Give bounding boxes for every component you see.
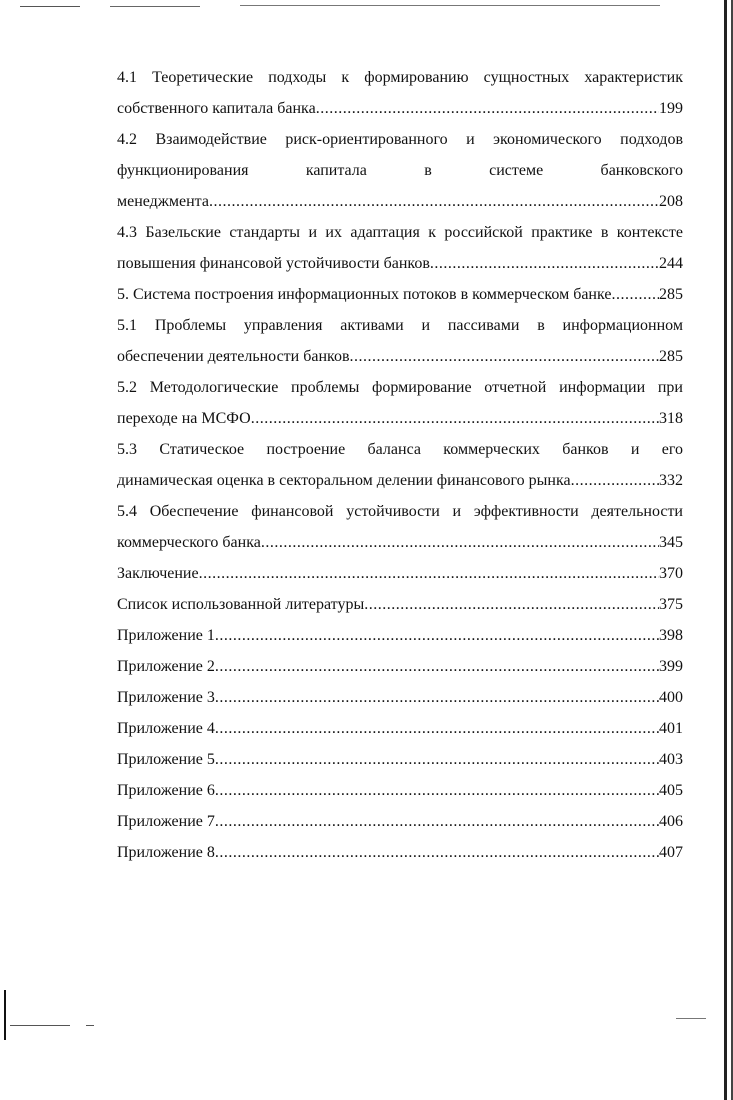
toc-leader-dots [364, 589, 659, 620]
toc-leader-dots [215, 713, 659, 744]
toc-page-number: 244 [659, 255, 683, 272]
toc-entry-wrapped-line: 4.1 Теоретические подходы к формированию сущностных характеристик [117, 69, 683, 86]
toc-entry-wrapped-line: 5.4 Обеспечение финансовой устойчивости и эффективности деятельности [117, 503, 683, 520]
toc-page-number: 199 [659, 100, 683, 117]
toc-page-number: 401 [659, 720, 683, 737]
toc-entry-title: Приложение 6 [117, 782, 215, 799]
scan-artifact-top-mid [110, 6, 200, 7]
toc-line [117, 837, 683, 868]
table-of-contents [117, 62, 683, 868]
toc-entry-title: Список использованной литературы [117, 596, 365, 613]
toc-line [117, 713, 683, 744]
toc-line [117, 93, 683, 124]
scan-artifact-bottom-left [10, 1025, 70, 1026]
toc-line [117, 589, 683, 620]
toc-page-number: 208 [659, 193, 683, 210]
toc-entry-title: Приложение 4 [117, 720, 215, 737]
toc-line [117, 279, 683, 310]
toc-leader-dots [215, 775, 659, 806]
toc-entry-title: переходе на МСФО [117, 410, 251, 427]
toc-line [117, 682, 683, 713]
scan-artifact-bottom-left-dash [86, 1025, 94, 1026]
toc-page-number: 403 [659, 751, 683, 768]
toc-leader-dots [350, 341, 659, 372]
toc-entry-wrapped-line: функционирования капитала в системе банковского [117, 162, 683, 179]
toc-entry-title: Приложение 8 [117, 844, 215, 861]
toc-line [117, 558, 683, 589]
toc-entry-title: Приложение 1 [117, 627, 215, 644]
toc-line [117, 465, 683, 496]
toc-leader-dots [215, 682, 659, 713]
toc-leader-dots [611, 279, 659, 310]
toc-entry-title: коммерческого банка [117, 534, 261, 551]
toc-entry-wrapped-line: 5.1 Проблемы управления активами и пассивами в информационном [117, 317, 683, 334]
toc-leader-dots [251, 403, 659, 434]
toc-entry-title: Приложение 7 [117, 813, 215, 830]
toc-page-number: 400 [659, 689, 683, 706]
toc-entry-wrapped-line: 5.2 Методологические проблемы формирование отчетной информации при [117, 379, 683, 396]
toc-leader-dots [215, 806, 659, 837]
toc-leader-dots [261, 527, 659, 558]
toc-page-number: 398 [659, 627, 683, 644]
toc-line [117, 341, 683, 372]
toc-page-number: 375 [659, 596, 683, 613]
toc-entry-wrapped-line: 4.3 Базельские стандарты и их адаптация к российской практике в контексте [117, 224, 683, 241]
scan-artifact-bottom-right [676, 1018, 706, 1019]
toc-line [117, 651, 683, 682]
toc-entry-title: обеспечении деятельности банков [117, 348, 350, 365]
toc-leader-dots [215, 837, 659, 868]
toc-entry-title: динамическая оценка в секторальном делении финансового рынка [117, 472, 571, 489]
toc-leader-dots [316, 93, 659, 124]
scan-artifact-right-edge [724, 0, 727, 1100]
toc-page-number: 332 [659, 472, 683, 489]
toc-page-number: 285 [659, 286, 683, 303]
toc-page-number: 345 [659, 534, 683, 551]
scan-artifact-top-right [240, 5, 660, 6]
toc-line [117, 248, 683, 279]
toc-leader-dots [571, 465, 659, 496]
toc-entry-title: собственного капитала банка [117, 100, 316, 117]
toc-entry-title: Приложение 3 [117, 689, 215, 706]
toc-page-number: 407 [659, 844, 683, 861]
toc-leader-dots [215, 744, 659, 775]
toc-leader-dots [215, 620, 659, 651]
toc-line [117, 527, 683, 558]
toc-entry-title: Приложение 5 [117, 751, 215, 768]
toc-entry-title: повышения финансовой устойчивости банков [117, 255, 430, 272]
toc-page-number: 370 [659, 565, 683, 582]
toc-entry-title: 5. Система построения информационных потоков в коммерческом банке [117, 286, 612, 303]
toc-leader-dots [430, 248, 659, 279]
toc-leader-dots [199, 558, 659, 589]
scan-artifact-left-edge [4, 990, 6, 1040]
toc-page-number: 318 [659, 410, 683, 427]
toc-page-number: 406 [659, 813, 683, 830]
toc-entry-title: Приложение 2 [117, 658, 215, 675]
toc-line [117, 403, 683, 434]
toc-page-number: 285 [659, 348, 683, 365]
toc-page-number: 399 [659, 658, 683, 675]
toc-line [117, 806, 683, 837]
toc-line [117, 775, 683, 806]
toc-page-number: 405 [659, 782, 683, 799]
toc-entry-title: менеджмента [117, 193, 209, 210]
scan-artifact-top-left [20, 6, 80, 7]
toc-line [117, 620, 683, 651]
toc-line [117, 186, 683, 217]
toc-entry-title: Заключение [117, 565, 199, 582]
toc-entry-wrapped-line: 5.3 Статическое построение баланса коммерческих банков и его [117, 441, 683, 458]
toc-leader-dots [215, 651, 659, 682]
toc-leader-dots [209, 186, 659, 217]
toc-line [117, 744, 683, 775]
toc-entry-wrapped-line: 4.2 Взаимодействие риск-ориентированного и экономического подходов [117, 131, 683, 148]
